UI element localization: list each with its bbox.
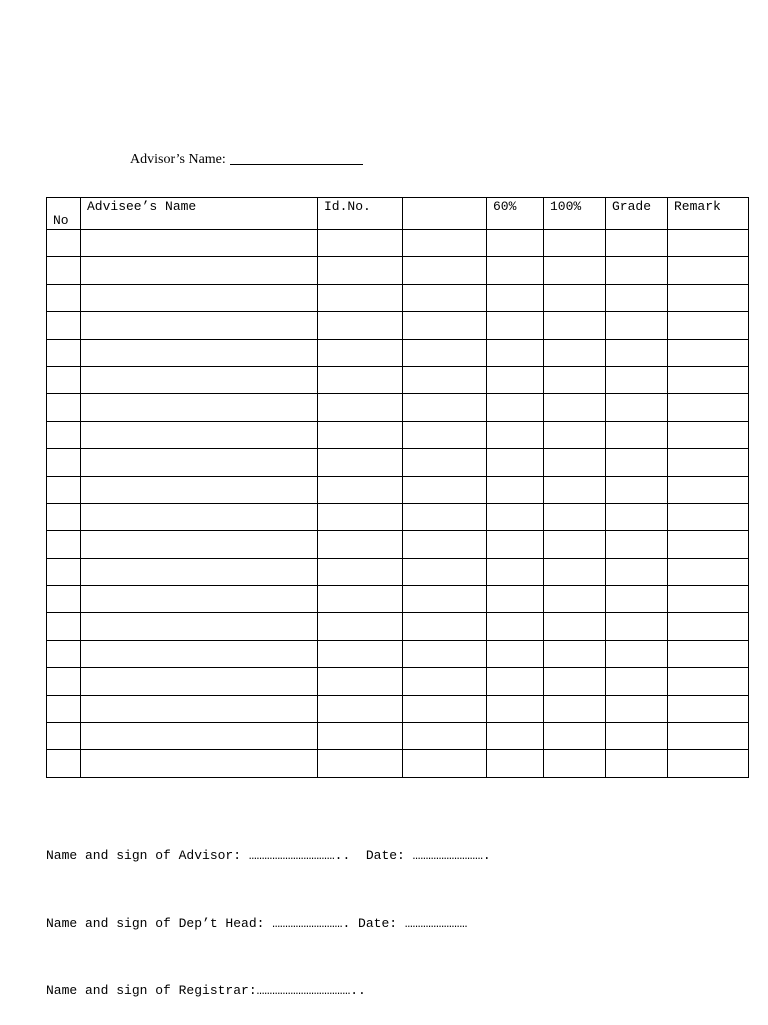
table-cell[interactable] — [403, 558, 487, 585]
table-cell[interactable] — [47, 531, 81, 558]
table-row — [47, 339, 749, 366]
table-cell[interactable] — [544, 503, 606, 530]
table-cell[interactable] — [487, 339, 544, 366]
table-cell[interactable] — [668, 339, 749, 366]
table-cell[interactable] — [403, 640, 487, 667]
table-cell[interactable] — [81, 640, 318, 667]
table-cell[interactable] — [47, 476, 81, 503]
table-cell[interactable] — [487, 284, 544, 311]
column-header-remark: Remark — [668, 198, 749, 230]
table-cell[interactable] — [403, 312, 487, 339]
table-cell[interactable] — [668, 394, 749, 421]
table-cell[interactable] — [81, 339, 318, 366]
table-row — [47, 531, 749, 558]
table-cell[interactable] — [544, 695, 606, 722]
table-cell[interactable] — [668, 312, 749, 339]
signature-section — [46, 800, 491, 1025]
table-cell[interactable] — [318, 449, 403, 476]
table-cell[interactable] — [668, 257, 749, 284]
table-row — [47, 366, 749, 393]
table-cell[interactable] — [318, 503, 403, 530]
table-cell[interactable] — [47, 613, 81, 640]
table-cell[interactable] — [403, 586, 487, 613]
table-cell[interactable] — [403, 531, 487, 558]
column-header-grade: Grade — [606, 198, 668, 230]
table-row — [47, 750, 749, 777]
table-cell[interactable] — [318, 366, 403, 393]
advisee-table — [46, 197, 749, 778]
table-cell[interactable] — [668, 640, 749, 667]
table-cell[interactable] — [487, 558, 544, 585]
table-cell[interactable] — [403, 284, 487, 311]
table-cell[interactable] — [81, 421, 318, 448]
table-cell[interactable] — [81, 558, 318, 585]
table-cell[interactable] — [606, 339, 668, 366]
table-cell[interactable] — [81, 366, 318, 393]
table-cell[interactable] — [318, 613, 403, 640]
table-cell[interactable] — [668, 723, 749, 750]
table-cell[interactable] — [318, 586, 403, 613]
table-cell[interactable] — [487, 503, 544, 530]
table-cell[interactable] — [544, 449, 606, 476]
table-cell[interactable] — [668, 531, 749, 558]
table-cell[interactable] — [606, 312, 668, 339]
table-cell[interactable] — [403, 339, 487, 366]
table-cell[interactable] — [544, 750, 606, 777]
table-cell[interactable] — [668, 421, 749, 448]
table-cell[interactable] — [544, 531, 606, 558]
table-cell[interactable] — [606, 449, 668, 476]
table-cell[interactable] — [47, 668, 81, 695]
table-cell[interactable] — [606, 394, 668, 421]
table-cell[interactable] — [606, 695, 668, 722]
table-cell[interactable] — [668, 476, 749, 503]
table-cell[interactable] — [668, 750, 749, 777]
advisor-name-line — [130, 150, 363, 168]
table-cell[interactable] — [318, 394, 403, 421]
table-cell[interactable] — [668, 586, 749, 613]
column-header-no: No — [47, 198, 81, 230]
table-cell[interactable] — [403, 421, 487, 448]
table-cell[interactable] — [606, 750, 668, 777]
table-cell[interactable] — [81, 750, 318, 777]
table-cell[interactable] — [487, 449, 544, 476]
table-cell[interactable] — [668, 668, 749, 695]
table-cell[interactable] — [487, 668, 544, 695]
table-row — [47, 613, 749, 640]
table-cell[interactable] — [606, 723, 668, 750]
table-row — [47, 230, 749, 257]
table-cell[interactable] — [318, 723, 403, 750]
table-row — [47, 503, 749, 530]
column-header-advisee-name: Advisee’s Name — [81, 198, 318, 230]
table-cell[interactable] — [544, 421, 606, 448]
table-body — [47, 230, 749, 778]
table-row — [47, 586, 749, 613]
table-cell[interactable] — [81, 230, 318, 257]
table-cell[interactable] — [403, 750, 487, 777]
table-cell[interactable] — [668, 695, 749, 722]
table-row — [47, 257, 749, 284]
table-cell[interactable] — [487, 394, 544, 421]
table-cell[interactable] — [487, 613, 544, 640]
table-cell[interactable] — [487, 421, 544, 448]
advisor-name-label: Advisor’s Name: — [130, 152, 226, 167]
table-cell[interactable] — [544, 723, 606, 750]
table-cell[interactable] — [668, 613, 749, 640]
table-cell[interactable] — [606, 230, 668, 257]
table-cell[interactable] — [487, 476, 544, 503]
table-row — [47, 668, 749, 695]
table-cell[interactable] — [544, 613, 606, 640]
table-cell[interactable] — [487, 750, 544, 777]
table-cell[interactable] — [544, 339, 606, 366]
table-cell[interactable] — [606, 257, 668, 284]
table-cell[interactable] — [606, 476, 668, 503]
table-cell[interactable] — [544, 312, 606, 339]
column-header-id-no: Id.No. — [318, 198, 403, 230]
table-row — [47, 640, 749, 667]
table-row — [47, 394, 749, 421]
table-cell[interactable] — [487, 723, 544, 750]
table-cell[interactable] — [47, 586, 81, 613]
table-cell[interactable] — [606, 613, 668, 640]
table-cell[interactable] — [606, 558, 668, 585]
table-cell[interactable] — [403, 723, 487, 750]
table-cell[interactable] — [487, 230, 544, 257]
column-header-60-percent: 60% — [487, 198, 544, 230]
table-cell[interactable] — [318, 421, 403, 448]
table-cell[interactable] — [81, 613, 318, 640]
table-cell[interactable] — [544, 586, 606, 613]
table-cell[interactable] — [47, 366, 81, 393]
table-cell[interactable] — [47, 449, 81, 476]
table-cell[interactable] — [47, 394, 81, 421]
table-cell[interactable] — [487, 366, 544, 393]
table-cell[interactable] — [606, 366, 668, 393]
table-cell[interactable] — [544, 668, 606, 695]
table-cell[interactable] — [606, 531, 668, 558]
table-cell[interactable] — [544, 366, 606, 393]
table-cell[interactable] — [606, 586, 668, 613]
table-cell[interactable] — [81, 668, 318, 695]
table-cell[interactable] — [544, 476, 606, 503]
table-cell[interactable] — [81, 257, 318, 284]
table-cell[interactable] — [487, 586, 544, 613]
table-cell[interactable] — [487, 695, 544, 722]
table-cell[interactable] — [47, 257, 81, 284]
table-cell[interactable] — [47, 750, 81, 777]
table-cell[interactable] — [318, 230, 403, 257]
table-cell[interactable] — [47, 503, 81, 530]
table-cell[interactable] — [544, 257, 606, 284]
table-cell[interactable] — [606, 503, 668, 530]
table-cell[interactable] — [487, 312, 544, 339]
table-cell[interactable] — [47, 723, 81, 750]
table-row — [47, 312, 749, 339]
table-cell[interactable] — [318, 668, 403, 695]
table-cell[interactable] — [47, 640, 81, 667]
table-cell[interactable] — [81, 394, 318, 421]
table-cell[interactable] — [318, 750, 403, 777]
table-cell[interactable] — [668, 366, 749, 393]
table-cell[interactable] — [606, 284, 668, 311]
advisor-name-blank[interactable] — [230, 150, 363, 165]
table-cell[interactable] — [318, 339, 403, 366]
table-cell[interactable] — [403, 613, 487, 640]
table-row — [47, 449, 749, 476]
table-cell[interactable] — [544, 230, 606, 257]
table-cell[interactable] — [668, 284, 749, 311]
table-row — [47, 695, 749, 722]
table-cell[interactable] — [606, 640, 668, 667]
table-cell[interactable] — [81, 449, 318, 476]
table-cell[interactable] — [47, 421, 81, 448]
column-header-100-percent: 100% — [544, 198, 606, 230]
table-cell[interactable] — [318, 284, 403, 311]
table-row — [47, 284, 749, 311]
table-cell[interactable] — [318, 531, 403, 558]
table-cell[interactable] — [81, 503, 318, 530]
registrar-signature-line: Name and sign of Registrar:……………………………….. — [46, 983, 366, 998]
table-cell[interactable] — [318, 257, 403, 284]
dept-head-signature-line: Name and sign of Dep’t Head: ………………………. Date: …………………… — [46, 915, 468, 931]
table-cell[interactable] — [544, 558, 606, 585]
table-cell[interactable] — [47, 312, 81, 339]
table-cell[interactable] — [668, 558, 749, 585]
table-cell[interactable] — [606, 421, 668, 448]
table-cell[interactable] — [47, 339, 81, 366]
table-row — [47, 476, 749, 503]
table-cell[interactable] — [318, 476, 403, 503]
table-cell[interactable] — [403, 230, 487, 257]
table-cell[interactable] — [668, 503, 749, 530]
table-cell[interactable] — [487, 531, 544, 558]
table-cell[interactable] — [487, 640, 544, 667]
table-cell[interactable] — [81, 284, 318, 311]
table-cell[interactable] — [318, 640, 403, 667]
table-cell[interactable] — [81, 312, 318, 339]
table-cell[interactable] — [47, 558, 81, 585]
table-cell[interactable] — [318, 312, 403, 339]
table-cell[interactable] — [403, 257, 487, 284]
table-cell[interactable] — [81, 723, 318, 750]
advisor-signature-line: Name and sign of Advisor: …………………………….. Date: ………………………. — [46, 848, 491, 863]
table-cell[interactable] — [318, 695, 403, 722]
table-cell[interactable] — [81, 531, 318, 558]
table-cell[interactable] — [47, 230, 81, 257]
table-row — [47, 558, 749, 585]
table-cell[interactable] — [487, 257, 544, 284]
table-cell[interactable] — [403, 366, 487, 393]
table-cell[interactable] — [81, 476, 318, 503]
table-row — [47, 421, 749, 448]
table-cell[interactable] — [403, 476, 487, 503]
table-cell[interactable] — [668, 449, 749, 476]
table-header-row — [47, 198, 749, 230]
table-row — [47, 723, 749, 750]
table-cell[interactable] — [47, 695, 81, 722]
table-cell[interactable] — [81, 695, 318, 722]
table-cell[interactable] — [403, 449, 487, 476]
table-cell[interactable] — [606, 668, 668, 695]
table-cell[interactable] — [403, 394, 487, 421]
table-cell[interactable] — [403, 695, 487, 722]
table-cell[interactable] — [668, 230, 749, 257]
table-cell[interactable] — [544, 284, 606, 311]
table-cell[interactable] — [544, 394, 606, 421]
table-cell[interactable] — [318, 558, 403, 585]
table-cell[interactable] — [403, 668, 487, 695]
table-cell[interactable] — [81, 586, 318, 613]
column-header-blank — [403, 198, 487, 230]
table-cell[interactable] — [403, 503, 487, 530]
table-cell[interactable] — [47, 284, 81, 311]
table-cell[interactable] — [544, 640, 606, 667]
